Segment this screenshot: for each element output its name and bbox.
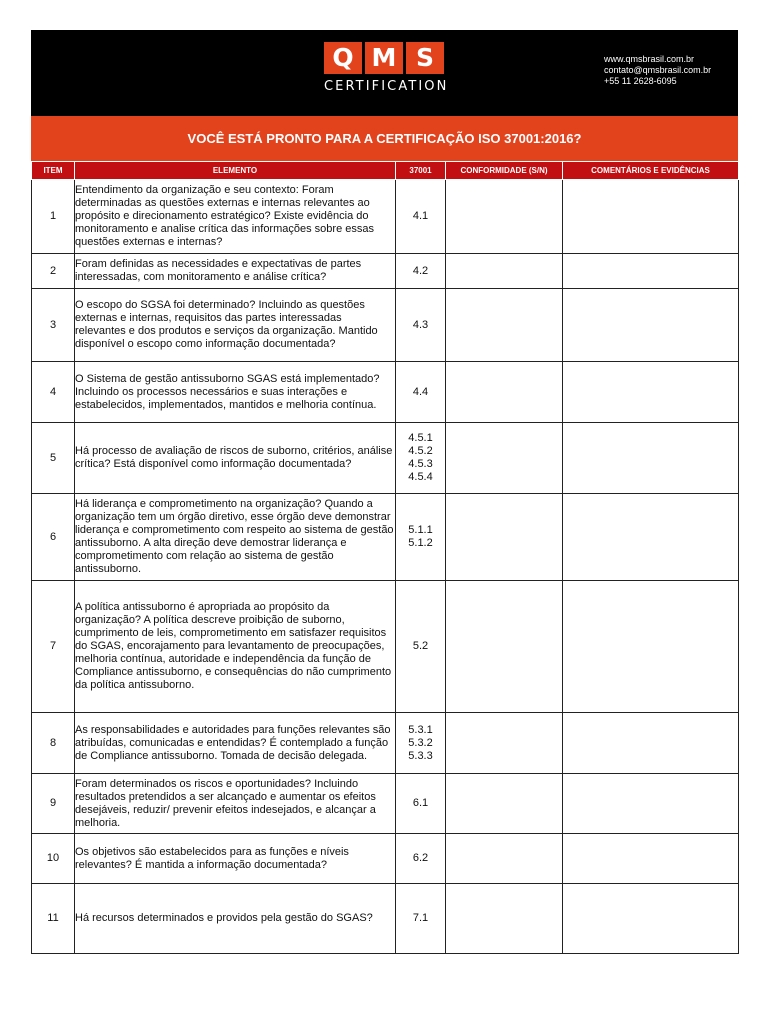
conformity-cell[interactable] [446,581,563,713]
comments-cell[interactable] [563,713,739,774]
column-header-element: ELEMENTO [75,162,396,180]
table-row [32,581,739,713]
iso-clause-cell [396,713,446,774]
logo-letter-s: S [406,42,444,74]
iso-clause-code: 4.5.2 [408,445,433,457]
element-description-cell: Há liderança e comprometimento na organização? Quando a organização tem um órgão diretivo, esse órgão deve demonstrar liderança e comprometimento com respeito ao sistema de gestão antissuborno. A alta direção deve demostrar liderança e comprometimento com relação ao sistema de gestão antissuborno. [75,494,396,581]
comments-cell[interactable] [563,581,739,713]
table-row [32,774,739,834]
comments-cell[interactable] [563,289,739,362]
item-number-cell: 7 [32,581,75,713]
iso-clause-code: 4.5.3 [408,458,433,470]
table-row [32,289,739,362]
logo-letter-m: M [365,42,403,74]
table-row [32,423,739,494]
iso-clause-code: 4.5.1 [408,432,433,444]
conformity-cell[interactable] [446,884,563,954]
column-header-comments: COMENTÁRIOS E EVIDÊNCIAS [563,162,739,180]
comments-cell[interactable] [563,494,739,581]
element-description-cell: O Sistema de gestão antissuborno SGAS está implementado? Incluindo os processos necessários e suas interações e estabelecidos, implementados, mantidos e melhoria contínua. [75,362,396,423]
iso-clause-code: 5.3.1 [408,723,433,736]
iso-clause-cell [396,180,446,254]
iso-clause-cell [396,884,446,954]
conformity-cell[interactable] [446,362,563,423]
conformity-cell[interactable] [446,289,563,362]
table-row [32,884,739,954]
iso-clause-code: 5.1.2 [408,537,433,549]
logo-letter-q: Q [324,42,362,74]
item-number-cell: 6 [32,494,75,581]
element-description-cell: Foram determinados os riscos e oportunidades? Incluindo resultados pretendidos a ser alcançado e aumentar os efeitos desejáveis, reduzir/ prevenir efeitos indesejados, e alcançar a melhoria. [75,774,396,834]
iso-clause-code: 4.4 [412,385,429,398]
iso-clause-code: 4.5.4 [408,471,433,483]
iso-clause-cell [396,774,446,834]
comments-cell[interactable] [563,254,739,289]
comments-cell[interactable] [563,180,739,254]
iso-clause-code: 4.3 [412,318,429,331]
element-description-cell: Há processo de avaliação de riscos de suborno, critérios, análise crítica? Está disponível como informação documentada? [75,423,396,494]
element-description-cell: Entendimento da organização e seu contexto: Foram determinadas as questões externas e internas relevantes ao propósito e direcionamento estratégico? Existe evidência do monitoramento e analise crítica das informações sobre essas questões externas e internas? [75,180,396,254]
iso-clause-cell [396,494,446,581]
conformity-cell[interactable] [446,834,563,884]
comments-cell[interactable] [563,362,739,423]
conformity-cell[interactable] [446,494,563,581]
table-row [32,254,739,289]
page-title: VOCÊ ESTÁ PRONTO PARA A CERTIFICAÇÃO ISO 37001:2016? [31,116,738,161]
item-number-cell: 1 [32,180,75,254]
comments-cell[interactable] [563,423,739,494]
item-number-cell: 3 [32,289,75,362]
comments-cell[interactable] [563,834,739,884]
iso-clause-cell [396,834,446,884]
table-header-row [32,162,739,180]
column-header-conformity: CONFORMIDADE (S/N) [446,162,563,180]
table-row [32,362,739,423]
item-number-cell: 8 [32,713,75,774]
qms-logo [324,42,449,94]
comments-cell[interactable] [563,884,739,954]
conformity-cell[interactable] [446,423,563,494]
column-header-37001: 37001 [396,162,446,180]
element-description-cell: Os objetivos são estabelecidos para as funções e níveis relevantes? É mantida a informação documentada? [75,834,396,884]
iso-clause-cell [396,362,446,423]
iso-clause-cell [396,254,446,289]
iso-clause-code: 4.2 [412,264,429,277]
iso-clause-code: 6.2 [412,852,429,864]
iso-clause-code: 5.3.3 [408,749,433,762]
item-number-cell: 9 [32,774,75,834]
contact-phone: +55 11 2628-6095 [604,76,677,86]
iso-clause-cell [396,581,446,713]
element-description-cell: O escopo do SGSA foi determinado? Incluindo as questões externas e internas, requisitos das partes interessadas relevantes e dos produtos e serviços da organização. Mantido disponível o escopo como informação documentada? [75,289,396,362]
checklist-table [31,161,739,954]
table-row [32,180,739,254]
element-description-cell: A política antissuborno é apropriada ao propósito da organização? A política descreve proibição de suborno, cumprimento de leis, comprometimento em satisfazer requisitos do SGAS, encorajamento para levantamento de preocupações, melhoria contínua, autoridade e independência da função de Compliance antissuborno, e consequências do não cumprimento da política antissuborno. [75,581,396,713]
iso-clause-cell [396,423,446,494]
column-header-item: ITEM [32,162,75,180]
header-bar [31,30,738,116]
iso-clause-code: 5.3.2 [408,736,433,749]
element-description-cell: As responsabilidades e autoridades para funções relevantes são atribuídas, comunicadas e entendidas? É contemplado a função de Compliance antissuborno. Tomada de decisão delegada. [75,713,396,774]
item-number-cell: 2 [32,254,75,289]
conformity-cell[interactable] [446,180,563,254]
element-description-cell: Há recursos determinados e providos pela gestão do SGAS? [75,884,396,954]
iso-clause-cell [396,289,446,362]
iso-clause-code: 4.1 [412,210,429,222]
conformity-cell[interactable] [446,713,563,774]
element-description-cell: Foram definidas as necessidades e expectativas de partes interessadas, com monitoramento e análise crítica? [75,254,396,289]
iso-clause-code: 6.1 [412,797,429,809]
contact-website[interactable]: www.qmsbrasil.com.br [604,54,695,64]
iso-clause-code: 5.1.1 [408,524,433,536]
table-row [32,834,739,884]
checklist-page [31,30,738,954]
table-row [32,494,739,581]
logo-subtitle: CERTIFICATION [324,79,449,94]
iso-clause-code: 5.2 [412,640,429,652]
table-row [32,713,739,774]
item-number-cell: 11 [32,884,75,954]
contact-info [604,54,711,87]
conformity-cell[interactable] [446,774,563,834]
item-number-cell: 4 [32,362,75,423]
item-number-cell: 5 [32,423,75,494]
item-number-cell: 10 [32,834,75,884]
conformity-cell[interactable] [446,254,563,289]
comments-cell[interactable] [563,774,739,834]
contact-email[interactable]: contato@qmsbrasil.com.br [604,65,712,75]
iso-clause-code: 7.1 [412,912,429,924]
